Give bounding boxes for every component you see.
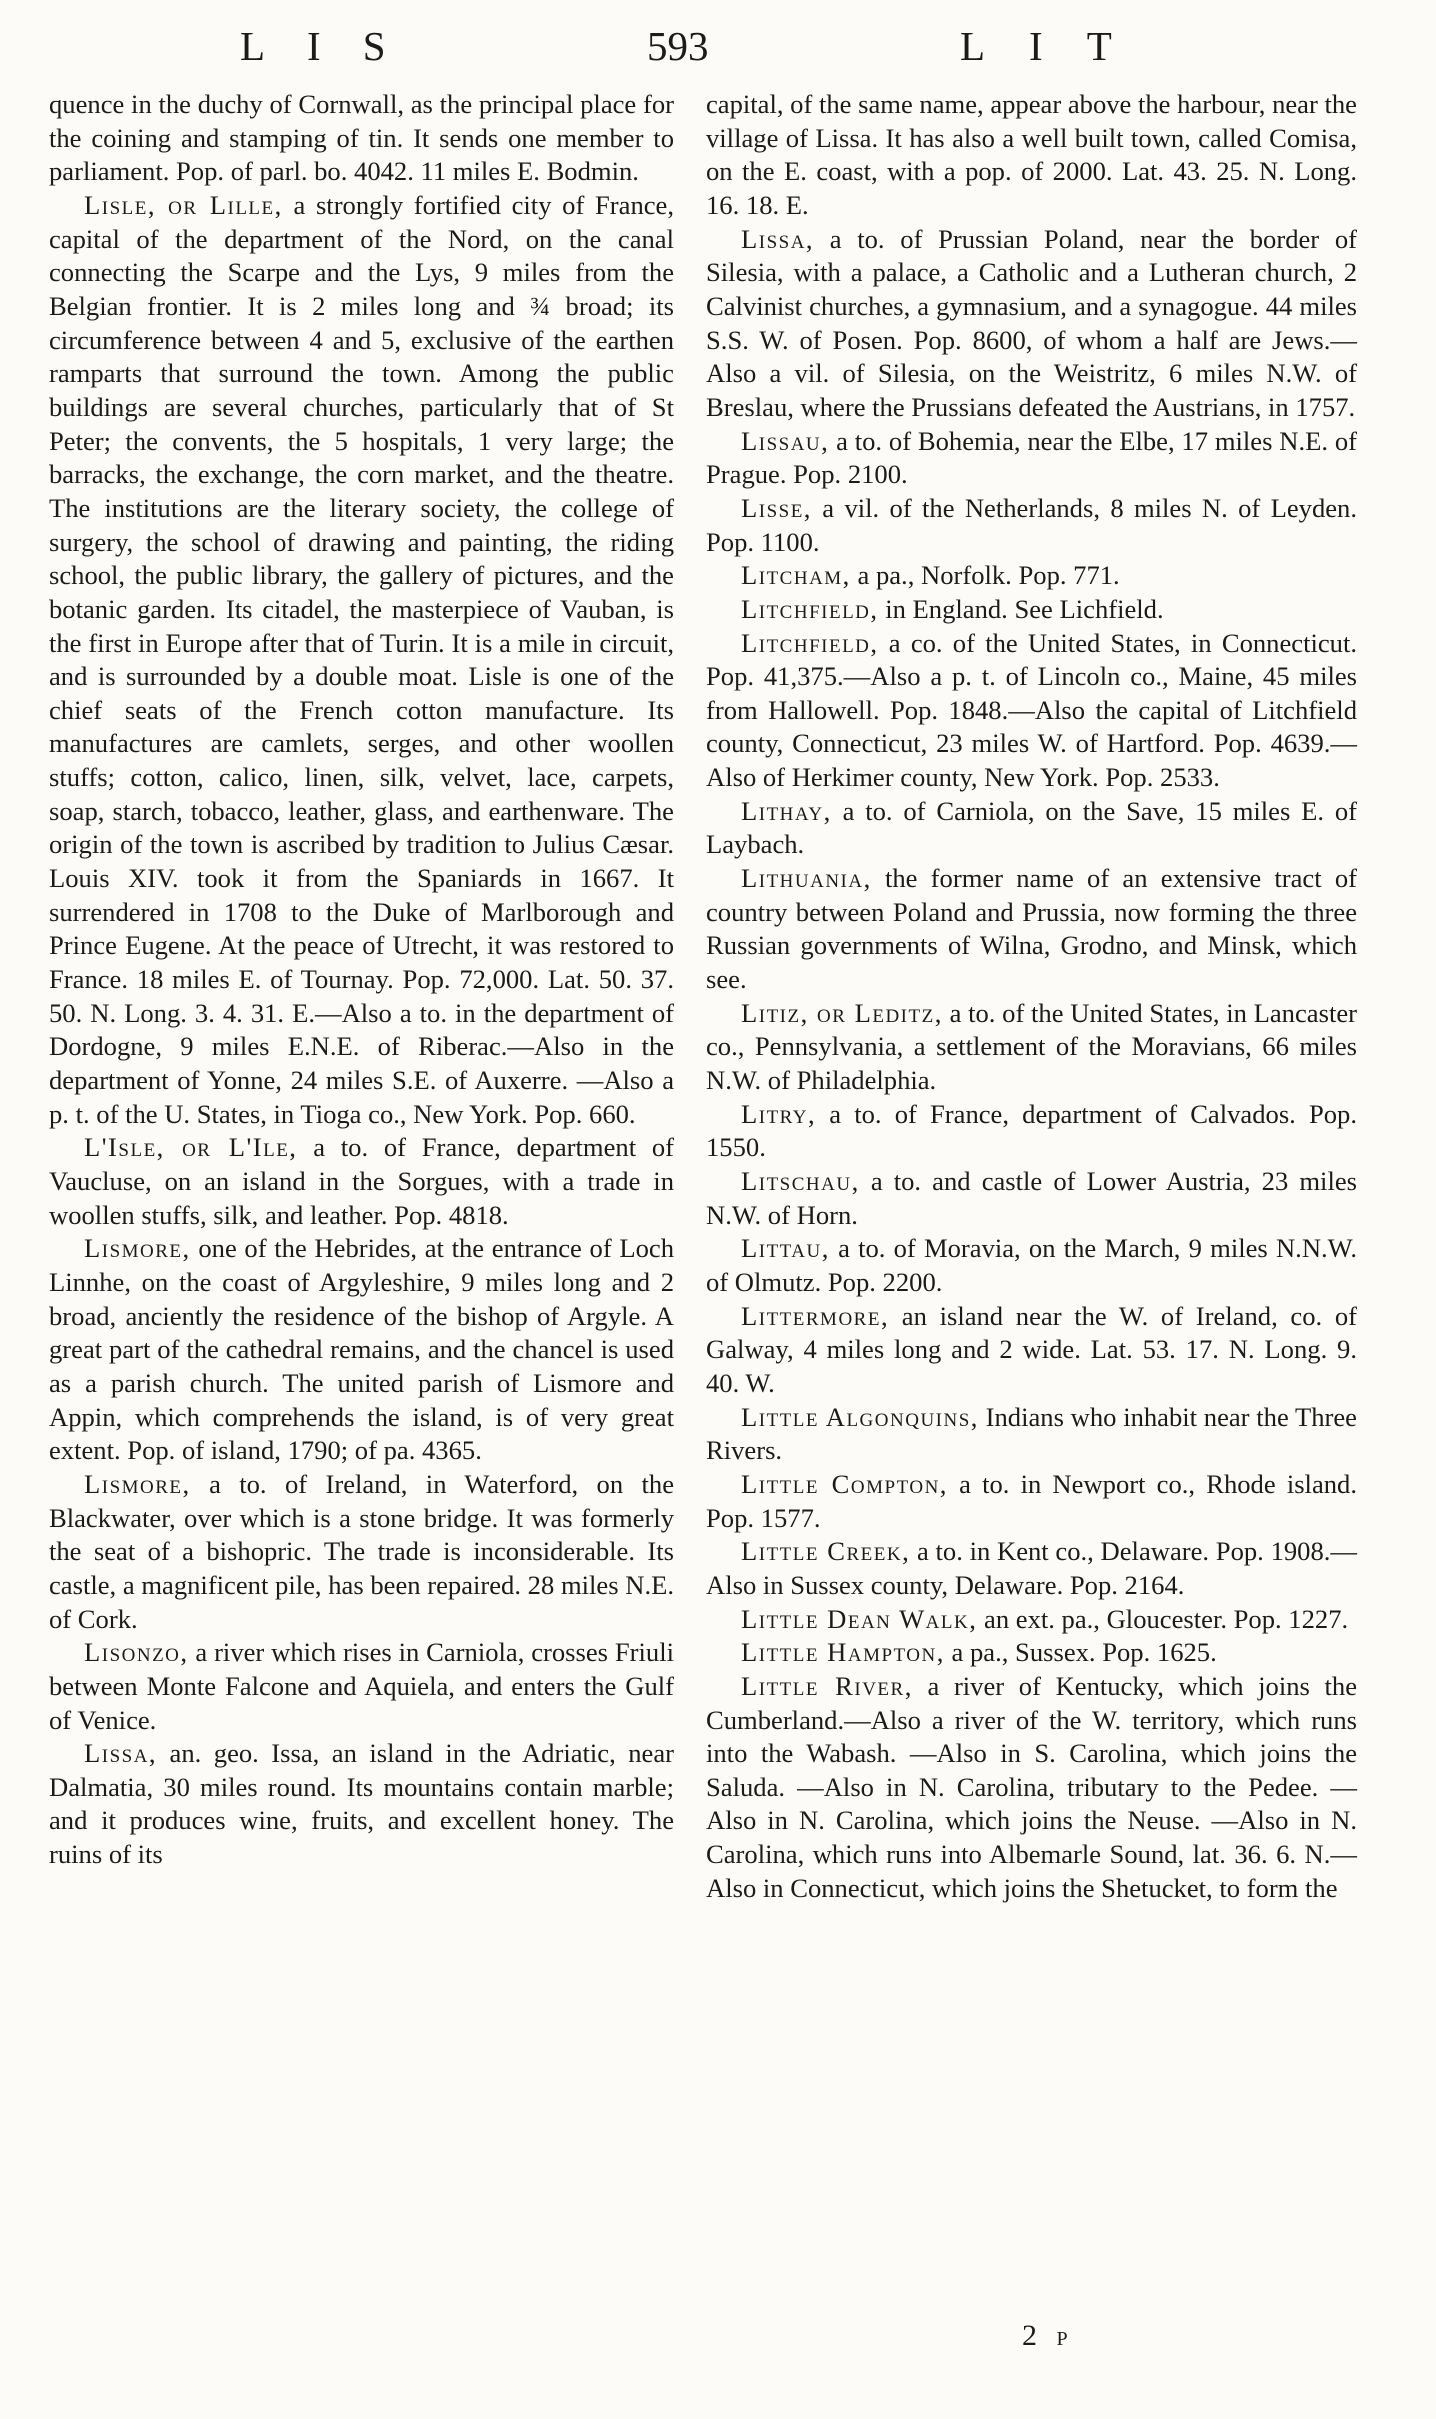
entry <box>706 1535 1357 1602</box>
entry <box>706 223 1357 425</box>
entry-text: a to. of France, department of Vaucluse, on an island in the Sorgues, with a trade in woollen stuffs, silk, and leather. Pop. 4818. <box>49 1132 674 1230</box>
signature-number: 2 <box>1022 2319 1043 2352</box>
entry-headword: Litry, <box>741 1098 817 1129</box>
entry-text: a river which rises in Carniola, crosses Friuli between Monte Falcone and Aquiela, and enters the Gulf of Venice. <box>49 1637 674 1735</box>
entry-headword: Lisle, or Lille, <box>84 189 283 220</box>
entry <box>49 1636 674 1737</box>
entry <box>49 1131 674 1232</box>
header-right-catchword: LIT <box>960 23 1156 69</box>
entry-text: a strongly fortified city of France, capital of the department of the Nord, on the canal connecting the Scarpe and the Lys, 9 miles from the Belgian frontier. It is 2 miles long and ¾ broad; its circumference between 4 and 5, exclusive of the earthen ramparts that surround the town. Among the public buildings are several churches, particularly that of St Peter; the convents, the 5 hospitals, 1 very large; the barracks, the exchange, the corn market, and the theatre. The institutions are the literary society, the college of surgery, the school of drawing and painting, the riding school, the public library, the gallery of pictures, and the botanic garden. Its citadel, the masterpiece of Vauban, is the first in Europe after that of Turin. It is a mile in circuit, and is surrounded by a double moat. Lisle is one of the chief seats of the French cotton manufacture. Its manufactures are camlets, serges, and other woollen stuffs; cotton, calico, linen, silk, velvet, lace, carpets, soap, starch, tobacco, leather, glass, and earthenware. The origin of the town is ascribed by tradition to Julius Cæsar. Louis XIV. took it from the Spaniards in 1667. It surrendered in 1708 to the Duke of Marlborough and Prince Eugene. At the peace of Utrecht, it was restored to France. 18 miles E. of Tournay. Pop. 72,000. Lat. 50. 37. 50. N. Long. 3. 4. 31. E.—Also a to. in the department of Dordogne, 9 miles E.N.E. of Riberac.—Also in the department of Yonne, 24 miles S.E. of Auxerre. —Also a p. t. of the U. States, in Tioga co., New York. Pop. 660. <box>49 189 675 1129</box>
entry <box>49 88 674 189</box>
entry-headword: Little Compton, <box>741 1468 948 1499</box>
entry-text: a pa., Norfolk. Pop. 771. <box>850 560 1120 591</box>
entry <box>706 492 1357 559</box>
entry-headword: Littermore, <box>741 1300 890 1331</box>
entry-headword: L'Isle, or L'Ile, <box>84 1132 298 1163</box>
entry <box>706 795 1357 862</box>
entry-headword: Lissa, <box>84 1738 158 1769</box>
page-number: 593 <box>647 23 709 69</box>
entry <box>706 1401 1357 1468</box>
entry <box>706 1603 1357 1637</box>
entry-text: Indians who inhabit near the Three Rivers. <box>706 1401 1357 1466</box>
entry-headword: Little Hampton, <box>741 1637 945 1668</box>
entry-text: in England. See Lichfield. <box>878 593 1164 624</box>
entry-headword: Little Algonquins, <box>741 1401 979 1432</box>
entry-headword: Lisse, <box>741 492 812 523</box>
entry <box>49 189 674 1131</box>
entry <box>49 1468 674 1636</box>
entry <box>706 1165 1357 1232</box>
entry-headword: Lissau, <box>741 425 830 456</box>
entry <box>706 1468 1357 1535</box>
entry-text: an. geo. Issa, an island in the Adriatic, near Dalmatia, 30 miles round. Its mountains contain marble; and it produces wine, fruits, and excellent honey. The ruins of its <box>49 1738 674 1870</box>
entry-headword: Lismore, <box>84 1468 191 1499</box>
entry <box>49 1232 674 1468</box>
entry <box>706 1670 1357 1906</box>
entry-text: quence in the duchy of Cornwall, as the principal place for the coining and stamping of tin. It sends one member to parliament. Pop. of parl. bo. 4042. 11 miles E. Bodmin. <box>49 89 674 187</box>
entry-text: the former name of an extensive tract of country between Poland and Prussia, now forming the three Russian governments of Wilna, Grodno, and Minsk, which see. <box>706 863 1357 995</box>
entry-headword: Little River, <box>741 1670 913 1701</box>
entry-headword: Lithay, <box>741 795 832 826</box>
entry-headword: Litcham, <box>741 560 851 591</box>
entry-text: an island near the W. of Ireland, co. of Galway, 4 miles long and 2 wide. Lat. 53. 17. N. Long. 9. 40. W. <box>706 1300 1357 1398</box>
left-column <box>49 88 674 1872</box>
entry-headword: Litiz, or Leditz, <box>741 997 943 1028</box>
entry-text: a to. of Carniola, on the Save, 15 miles E. of Laybach. <box>706 795 1357 860</box>
entry-text: a to. of France, department of Calvados. Pop. 1550. <box>706 1098 1357 1163</box>
entry-text: a to. of Bohemia, near the Elbe, 17 miles N.E. of Prague. Pop. 2100. <box>706 425 1357 490</box>
entry-headword: Lisonzo, <box>84 1637 189 1668</box>
entry-text: a to. of Prussian Poland, near the border of Silesia, with a palace, a Catholic and a Lutheran church, 2 Calvinist churches, a gymnasium, and a synagogue. 44 miles S.S. W. of Posen. Pop. 8600, of whom a half are Jews.—Also a vil. of Silesia, on the Weistritz, 6 miles N.W. of Breslau, where the Prussians defeated the Austrians, in 1757. <box>706 223 1357 422</box>
entry-headword: Little Creek, <box>741 1536 911 1567</box>
entry-headword: Little Dean Walk, <box>741 1603 978 1634</box>
entry <box>706 425 1357 492</box>
entry <box>706 1636 1357 1670</box>
entry-headword: Litchfield, <box>741 627 879 658</box>
entry-headword: Litschau, <box>741 1166 860 1196</box>
entry <box>706 1098 1357 1165</box>
entry <box>706 862 1357 997</box>
entry-text: a to. of the United States, in Lancaster co., Pennsylvania, a settlement of the Moravians, 66 miles N.W. of Philadelphia. <box>706 997 1357 1096</box>
entry <box>706 997 1357 1098</box>
entry-text: a to. of Moravia, on the March, 9 miles N.N.W. of Olmutz. Pop. 2200. <box>706 1233 1357 1297</box>
entry-headword: Lismore, <box>84 1233 191 1264</box>
entry <box>706 593 1357 627</box>
entry-text: an ext. pa., Gloucester. Pop. 1227. <box>977 1603 1349 1634</box>
entry-headword: Littau, <box>741 1233 830 1264</box>
entry-text: a pa., Sussex. Pop. 1625. <box>944 1637 1217 1668</box>
entry-text: a river of Kentucky, which joins the Cumberland.—Also a river of the W. territory, which runs into the Wabash. —Also in S. Carolina, which joins the Saluda. —Also in N. Carolina, tributary to the Pedee. —Also in N. Carolina, which joins the Neuse. —Also in N. Carolina, which runs into Albemarle Sound, lat. 36. 6. N.—Also in Connecticut, which joins the Shetucket, to form the <box>706 1670 1357 1903</box>
entry-text: one of the Hebrides, at the entrance of Loch Linnhe, on the coast of Argyleshire, 9 miles long and 2 broad, anciently the residence of the bishop of Argyle. A great part of the cathedral remains, and the chancel is used as a parish church. The united parish of Lismore and Appin, which comprehends the island, is of very great extent. Pop. of island, 1790; of pa. 4365. <box>49 1233 674 1466</box>
entry <box>706 88 1357 223</box>
entry-text: a co. of the United States, in Connecticut. Pop. 41,375.—Also a p. t. of Lincoln co., Maine, 45 miles from Hallowell. Pop. 1848.—Also the capital of Litchfield county, Connecticut, 23 miles W. of Hartford. Pop. 4639.—Also of Herkimer county, New York. Pop. 2533. <box>706 627 1357 793</box>
signature-letter: P <box>1056 2328 1068 2350</box>
entry-text: a to. and castle of Lower Austria, 23 miles N.W. of Horn. <box>706 1166 1357 1230</box>
entry-text: a to. in Kent co., Delaware. Pop. 1908.—Also in Sussex county, Delaware. Pop. 2164. <box>706 1536 1357 1600</box>
entry-headword: Lithuania, <box>741 863 872 894</box>
entry-text: a vil. of the Netherlands, 8 miles N. of Leyden. Pop. 1100. <box>706 492 1357 557</box>
entry-text: capital, of the same name, appear above the harbour, near the village of Lissa. It has also a well built town, called Comisa, on the E. coast, with a pop. of 2000. Lat. 43. 25. N. Long. 16. 18. E. <box>706 89 1357 220</box>
entry-text: a to. in Newport co., Rhode island. Pop. 1577. <box>706 1468 1357 1533</box>
entry <box>706 1232 1357 1299</box>
signature-mark <box>1022 2319 1068 2353</box>
running-header <box>0 22 1436 82</box>
entry <box>706 1300 1357 1401</box>
entry-headword: Lissa, <box>741 223 815 254</box>
entry <box>49 1737 674 1872</box>
header-left-catchword: LIS <box>240 23 428 69</box>
right-column <box>706 88 1357 1905</box>
entry-headword: Litchfield, <box>741 593 879 624</box>
entry-text: a to. of Ireland, in Waterford, on the Blackwater, over which is a stone bridge. It was formerly the seat of a bishopric. The trade is inconsiderable. Its castle, a magnificent pile, has been repaired. 28 miles N.E. of Cork. <box>49 1468 674 1634</box>
entry <box>706 559 1357 593</box>
entry <box>706 627 1357 795</box>
